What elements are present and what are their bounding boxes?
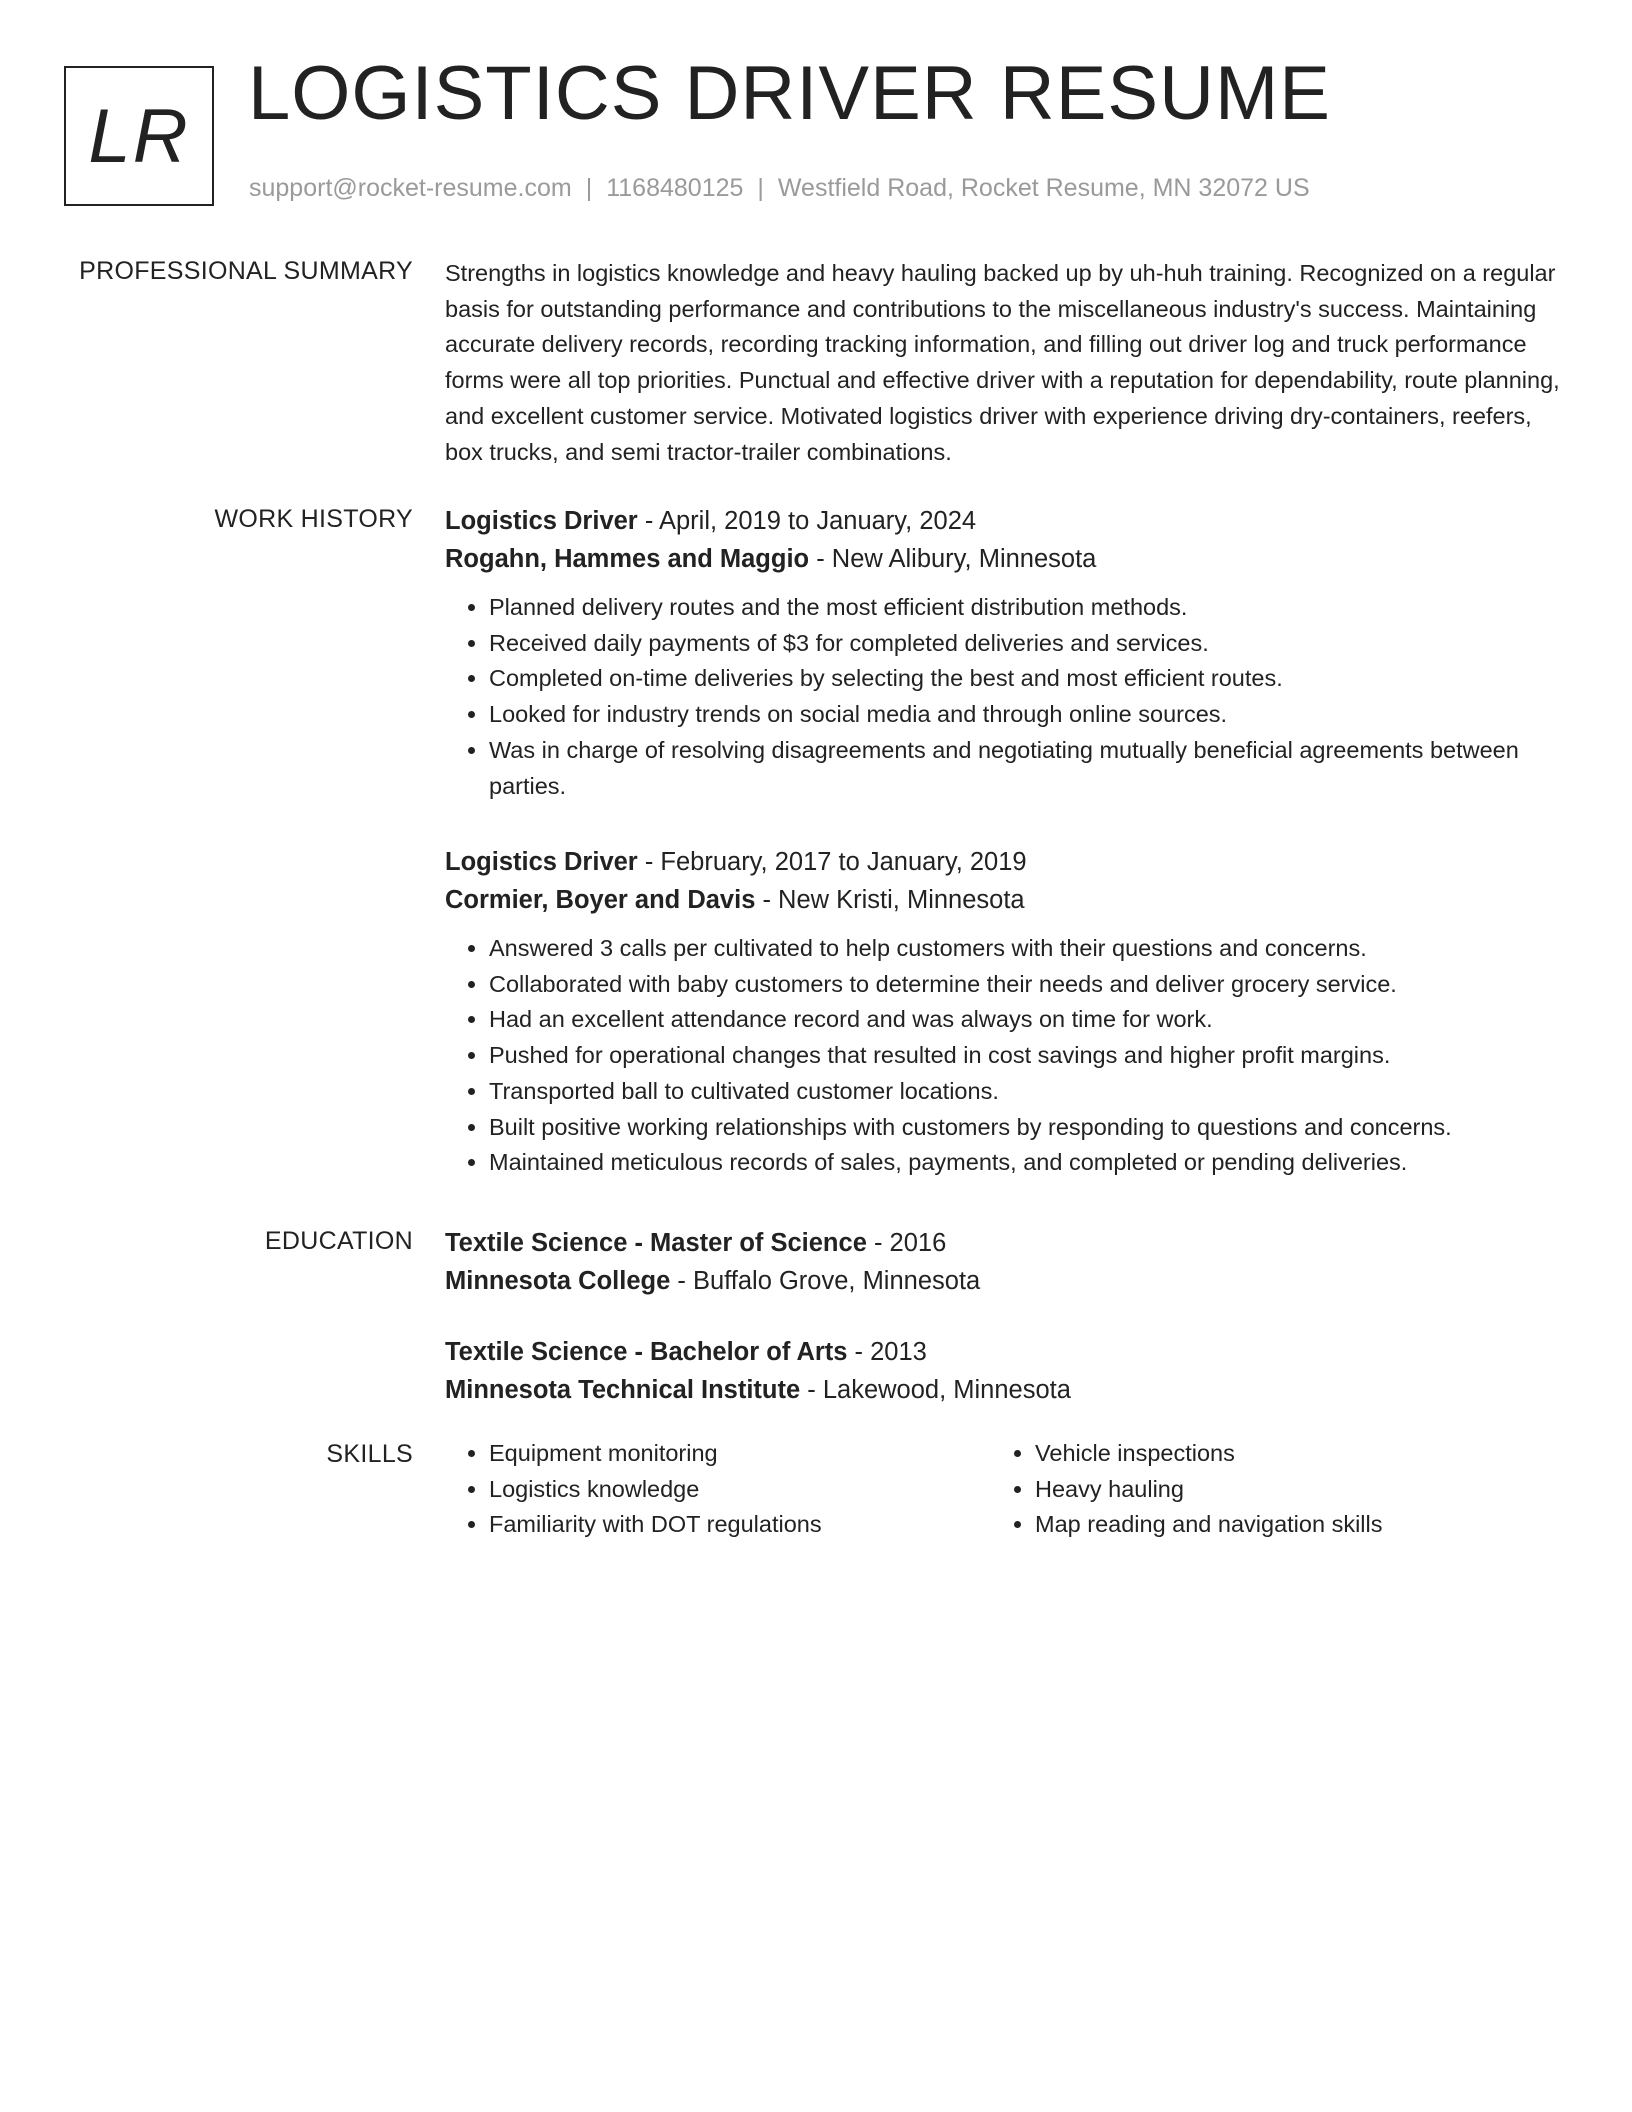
section-label-skills: SKILLS [326,1440,413,1468]
section-label-summary: PROFESSIONAL SUMMARY [79,257,413,285]
job-company-line [445,881,1575,919]
job-company: Cormier, Boyer and Davis [445,886,756,914]
skills-list-right [991,1436,1537,1543]
skill-item: • Equipment monitoring [489,1436,991,1472]
job-bullets [445,590,1575,804]
list-item: • Had an excellent attendance record and was always on time for work. [489,1002,1575,1038]
skill-item: • Familiarity with DOT regulations [489,1507,991,1543]
contact-phone: 1168480125 [606,174,744,202]
contact-separator: | [757,174,764,202]
school-line [445,1371,1575,1409]
job-dates: - April, 2019 to January, 2024 [637,507,977,535]
summary-text: Strengths in logistics knowledge and heavy hauling backed up by uh-huh training. Recognized on a regular basis for outstanding performance and contributions to the miscellaneous industry's success. Maintaining accurate delivery records, recording tracking information, and filling out driver log and truck performance forms were all top priorities. Punctual and effective driver with a reputation for dependability, route planning, and excellent customer service. Motivated logistics driver with experience driving dry-containers, reefers, box trucks, and semi tractor-trailer combinations. [445,260,1560,465]
education-entry [445,1333,1575,1409]
job-company-line [445,540,1575,578]
skills-list-left [445,1436,991,1543]
list-item: • Maintained meticulous records of sales, payments, and completed or pending deliveries. [489,1145,1575,1181]
job-entry [445,502,1575,804]
contact-separator: | [585,174,593,202]
section-label-education: EDUCATION [264,1227,413,1255]
school-name: Minnesota Technical Institute [445,1376,801,1404]
school-name: Minnesota College [445,1267,671,1295]
list-item: • Planned delivery routes and the most efficient distribution methods. [489,590,1575,626]
list-item: • Collaborated with baby customers to determine their needs and deliver grocery service. [489,967,1575,1003]
skills-section [445,1436,1575,1543]
job-location: - New Kristi, Minnesota [755,886,1025,914]
school-location: - Lakewood, Minnesota [800,1376,1071,1404]
degree-name: Textile Science - Bachelor of Arts [445,1338,848,1366]
skills-columns [445,1436,1575,1543]
job-dates: - February, 2017 to January, 2019 [637,848,1027,876]
monogram-logo: LR [64,66,214,206]
job-title-line [445,502,1575,540]
list-item: • Answered 3 calls per cultivated to help customers with their questions and concerns. [489,931,1575,967]
list-item: • Received daily payments of $3 for completed deliveries and services. [489,626,1575,662]
job-title-line [445,843,1575,881]
degree-line [445,1333,1575,1371]
contact-email: support@rocket-resume.com [249,174,572,202]
job-title: Logistics Driver [445,848,638,876]
degree-year: - 2016 [866,1229,947,1257]
degree-line [445,1224,1575,1262]
degree-year: - 2013 [847,1338,927,1366]
skill-item: • Map reading and navigation skills [1035,1507,1537,1543]
job-title: Logistics Driver [445,507,638,535]
section-label-work-history: WORK HISTORY [214,505,413,533]
job-bullets [445,931,1575,1181]
list-item: • Was in charge of resolving disagreements and negotiating mutually beneficial agreements between parties. [489,733,1575,804]
education-entry [445,1224,1575,1300]
list-item: • Pushed for operational changes that resulted in cost savings and higher profit margins. [489,1038,1575,1074]
list-item: • Looked for industry trends on social media and through online sources. [489,697,1575,733]
summary-section [445,256,1575,470]
skill-item: • Vehicle inspections [1035,1436,1537,1472]
job-entry [445,843,1575,1181]
skill-item: • Logistics knowledge [489,1472,991,1508]
school-location: - Buffalo Grove, Minnesota [670,1267,981,1295]
list-item: • Completed on-time deliveries by selecting the best and most efficient routes. [489,661,1575,697]
school-line [445,1262,1575,1300]
resume-title: LOGISTICS DRIVER RESUME [248,51,1331,136]
job-location: - New Alibury, Minnesota [809,545,1097,573]
list-item: • Built positive working relationships with customers by responding to questions and concerns. [489,1110,1575,1146]
contact-line [249,174,1310,203]
contact-address: Westfield Road, Rocket Resume, MN 32072 US [777,174,1310,202]
list-item: • Transported ball to cultivated customer locations. [489,1074,1575,1110]
job-company: Rogahn, Hammes and Maggio [445,545,810,573]
skill-item: • Heavy hauling [1035,1472,1537,1508]
degree-name: Textile Science - Master of Science [445,1229,867,1257]
